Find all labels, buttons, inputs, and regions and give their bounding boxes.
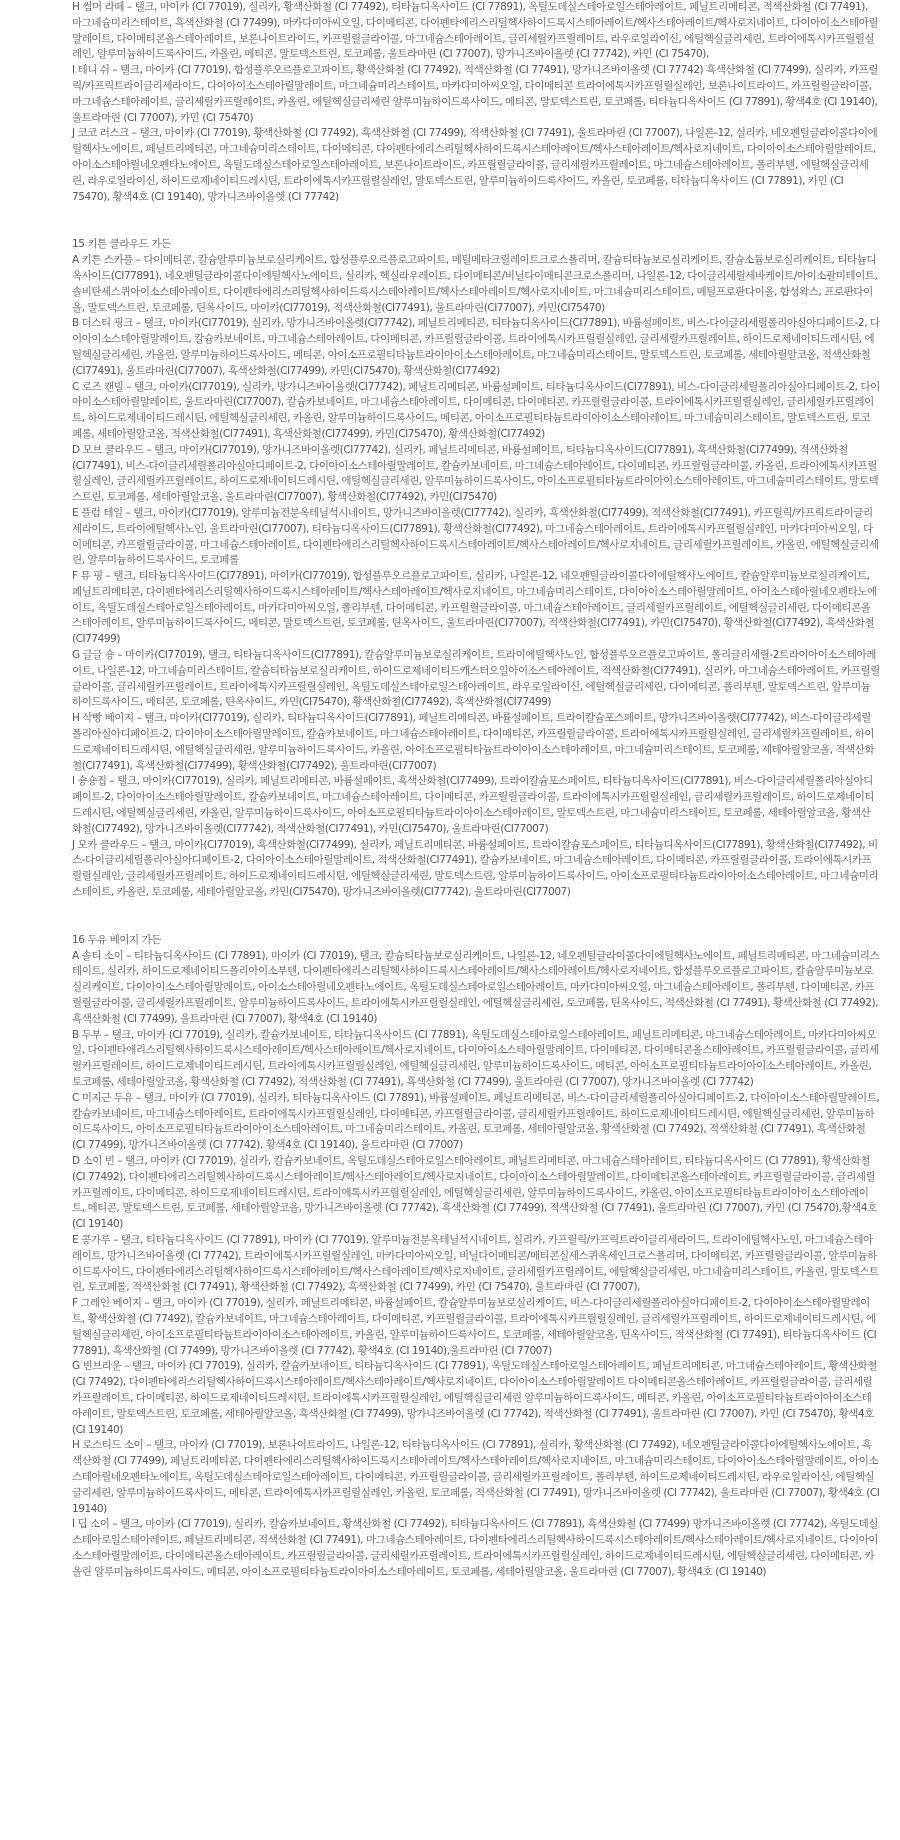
ingredient-entry: C 로즈 캔빌 – 탤크, 마이카(CI77019), 실리카, 망가니즈바이올렛(CI77742), 페닐트리메티콘, 바륨설페이트, 티타늄디옥사이드(CI77891), 비스-다이글리세릴폴리아실아디페이트-2, 다이아이소스테아릴말레이트, 울트라마린(CI77007), 칼슘카보네이트, 마그네슘스테아레이트, 다이메티콘, 다이메티콘, 카프릴릴글라이콜, 트라이에톡시카프릴릴실레인, 글리세릴카프릴레이트, 하이드로제네이티드레시틴, 에틸헥실글리세린, 카올린, 알루미늄하이드록사이드, 메티콘, 아이소프로필티타늄트라이아이소스테아레이트, 마그네슘미리스테이트, 말토덱스트린, 토코페롤, 세테아릴알코올, 적색산화철(CI77491), 흑색산화철(CI77499), 카민(CI75470), 황색산화철(CI77492) [72,380,880,440]
section-spacer [72,901,880,933]
ingredient-block-continued [72,0,880,205]
ingredient-entry: I 딥 소이 – 탤크, 마이카 (CI 77019), 실리카, 칼슘카보네이트, 황색산화철 (CI 77492), 티타늄디옥사이드 (CI 77891), 흑색산화철 (CI 77499) 망가니즈바이올렛 (CI 77742), 옥틸도데실스테아로일스테아레이트, 페닐트리메티콘, 적색산화철 (CI 77491), 마그네슘스테아레이트, 다이펜타에리스리틸헥사하이드록시스테아레이트/헥사스테아레이트/헥사로지네이트, 다이아이소스테아릴말레이트, 다이메티콘올스테아레이트, 카프릴릴글라이콜, 글리세릴카프릴레이트, 트라이에톡시카프릴릴실레인, 하이드로제네이티드레시틴, 에틸헥실글리세린, 다이메티콘, 카올린 알루미늄하이드록사이드, 메티콘, 아이소프로필티타늄트라이아이소스테아레이트, 토코페롤, 세테아릴알코올, 울트라마린 (CI 77007), 황색4호 (CI 19140) [72,1518,879,1578]
ingredient-entry: G 글글 숑 – 마이카(CI77019), 탤크, 티타늄디옥사이드(CI77891), 칼슘알루미늄보로실리케이트, 트라이에틸헥사노인, 합성플루오르플로고파이트, 폴리글리세릴-2트라이아이소스테아레이트, 나일론-12, 마그네슘미리스테이트, 칼슘티타늄보로실리케이트, 하이드로제네이티드캐스터오일아이소스테아레이트, 적색산화철(CI77491), 실리카, 마그네슘스테아레이트, 카프릴릴글라이콜, 글리세릴카프릴레이트, 트라이에톡시카프릴릴실레인, 옥틸도데실스테아로일스테아레이트, 라우로일라이신, 에틸헥실글리세린, 다이메티콘, 폴리부텐, 말토덱스트린, 알루미늄하이드록사이드, 메티콘, 토코페롤, 틴옥사이드, 카민(CI75470), 황색산화철(CI77492), 흑색산화철(CI77499) [72,649,880,709]
ingredient-entry: D 모브 클라우드 – 탤크, 마이카(CI77019), 망가니즈바이올렛(CI77742), 실리카, 페닐트리메티콘, 바륨설페이트, 티타늄디옥사이드(CI77891), 흑색산화철(CI77499), 적색산화철(CI77491), 비스-다이글리세릴폴리아실아디페이트-2, 다이아이소스테아릴말레이트, 칼슘카보네이트, 마그네슘스테아레이트, 다이메티콘, 카프릴릴글라이콜, 카올린, 트라이에톡시카프릴릴실레인, 글리세릴카프릴레이트, 하이드로제네이티드레시틴, 에틸헥실글리세린, 알루미늄하이드록사이드, 아이소프로필티타늄트라이아이소스테아레이트, 마그네슘미리스테이트, 말토덱스트린, 토코페롤, 세테아릴알코올, 울트라마린(CI77007), 황색산화철(CI77492), 카민(CI75470) [72,443,879,504]
ingredient-entry: H 로스티드 소이 – 탤크, 마이카 (CI 77019), 보론나이트라이드, 나일론-12, 티타늄디옥사이드 (CI 77891), 실리카, 황색산화철 (CI 77492), 네오펜틸글라이콜다이에틸헥사노에이트, 흑색산화철 (CI 77499), 페닐트리메티콘, 다이펜타에리스리틸헥사하이드록시스테아레이트/헥사스테아레이트/헥사로지네이트, 마그네슘미리스테이트, 다이아이소스테아릴말레이트, 아이소스테아릴네오펜타노에이트, 옥틸도데실스테아로일스테아레이트, 다이메티콘, 카프릴릴글라이콜, 글리세릴카프릴레이트, 폴리부텐, 하이드로제네이티드레시틴, 라우로일라이신, 에틸헥실글리세린, 알루미늄하이드록사이드, 메티콘, 트라이에톡시카프릴릴실레인, 카올린, 토코페롤, 적색산화철 (CI 77491), 망가니즈바이올렛 (CI 77742), 울트라마린 (CI 77007), 황색4호 (CI 19140) [72,1439,880,1515]
section-title: 16 두유 베이지 가든 [72,933,161,946]
section-15-kitten-cloud-garden [72,237,880,900]
section-16-soymilk-beige-garden [72,933,880,1581]
ingredient-entry: E 플럼 테일 – 탤크, 마이카(CI77019), 알루미늄전분옥테닐석시네이트, 망가니즈바이올렛(CI77742), 실리카, 흑색산화철(CI77499), 적색산화철(CI77491), 카프릴릭/카프릭트라이글리세라이드, 트라이에틸헥사노인, 울트라마린(CI77007), 티타늄디옥사이드(CI77891), 황색산화철(CI77492), 마그네슘스테아레이트, 트라이에톡시카프릴릴실레인, 마카다미아씨오일, 다이메티콘, 카프릴릴글라이콜, 마그네슘스테아레이트, 다이펜타에리스리틸헥사하이드록시스테아레이트/헥사스테아레이트/헥사로지네이트, 글리세릴카프릴레이트, 카올린, 에틸헥실글리세린, 알루미늄하이드록사이드, 토코페롤 [72,506,879,567]
ingredient-entry: A 키튼 스카플 – 다이메티콘, 칼슘알루미늄보로실리케이트, 합성플루오르플로고파이트, 메틸메타크릴레이트크로스폴리머, 칼슘티타늄보로실리케이트, 칼슘소듐보로실리케이트, 티타늄디옥사이드(CI77891), 네오펜틸글라이콜다이에틸헥사노에이트, 실리카, 헥실라우레이트, 다이메티콘/비닐다이메티콘크로스폴리머, 나일론-12, 다이글리세릴세바케이트/아이소팔미테이트, 솔비탄세스퀴아이소스테아레이트, 다이펜타에리스리틸헥사하이드록시스테아레이트/헥사스테아레이트/헥사로지네이트, 마그네슘미리스테이트, 메틸프로판다이올, 합성왁스, 프로판다이올, 말토덱스트린, 토코페롤, 틴옥사이드, 마이카(CI77019), 적색산화철(CI77491), 울트라마린(CI77007), 카민(CI75470) [72,254,878,314]
ingredient-entry: G 빈브라운 – 탤크, 마이카 (CI 77019), 실리카, 칼슘카보네이트, 티타늄디옥사이드 (CI 77891), 옥틸도데실스테아로일스테아레이트, 페닐트리메티콘, 마그네슘스테아레이트, 황색산화철 (CI 77492), 다이펜타에리스리틸헥사하이드록시스테아레이트/헥사스테아레이트/헥사로지네이트, 다이아이소스테아릴말레이트 다이메티콘올스테아레이트, 카프릴릴글라이콜, 글리세릴카프릴레이트, 다이메티콘, 하이드로제네이티드레시틴, 트라이에톡시카프릴릴실레인, 에틸헥실글리세린 알루미늄하이드록사이드, 메티콘, 카올린, 아이소프로필티타늄트라이아이소스테아레이트, 말토덱스트린, 토코페롤, 세테아릴알코올, 흑색산화철 (CI 77499), 망가니즈바이올렛 (CI 77742), 적색산화철 (CI 77491), 울트라마린 (CI 77007), 카민 (CI 75470), 황색4호 (CI 19140) [72,1360,877,1436]
ingredient-entry-i-tenny-shee: I 테니 쉬 – 탤크, 마이카 (CI 77019), 합성플루오르플로고파이트, 황색산화철 (CI 77492), 적색산화철 (CI 77491), 망가니즈바이올렛 (CI 77742) 흑색산화철 (CI 77499), 실리카, 카프릴릭/카프릭트라이글리세라이드, 다이아이소스테아릴말레이트, 마그네슘미리스테이트, 마카다미아씨오일, 다이메티콘 트라이에톡시카프릴릴실레인, 보론나이트라이드, 카프릴릴글라이콜, 마그네슘스테아레이트, 글리세릴카프릴레이트, 카올린, 에틸헥실글리세린 알루미늄하이드록사이드, 메티콘, 말토덱스트린, 토코페롤, 티타늄디옥사이드 (CI 77891), 황색4호 (CI 19140), 울트라마린 (CI 77007), 카민 (CI 75470) [72,64,879,124]
ingredient-entry: H 삭빵 베이지 – 탤크, 마이카(CI77019), 실리카, 티타늄디옥사이드(CI77891), 페닐트리메티콘, 바륨설페이트, 트라이칼슘포스페이트, 망가니즈바이올렛(CI77742), 비스-다이글리세릴폴리아실아디페이트-2, 다이아이소스테아릴말레이트, 칼슘카보네이트, 마그네슘스테아레이트, 다이메티콘, 카프릴릴글라이콜, 트라이에톡시카프릴릴실레인, 글리세릴카프릴레이트, 하이드로제네이티드레시틴, 에틸헥실글리세린, 알루미늄하이드록사이드, 카올린, 아이소프로필티타늄트라이아이소스테아레이트, 마그네슘미리스테이트, 토코페롤, 세테아릴알코올, 적색산화철(CI77491), 흑색산화철(CI77499), 황색산화철(CI77492), 울트라마린(CI77007) [72,712,875,772]
ingredient-entry: F 그레인 베이지 – 탤크, 마이카 (CI 77019), 실리카, 페닐트리메티콘, 바륨설페이트, 칼슘알루미늄보로실리케이트, 비스-다이글리세릴폴리아실아디페이트-2, 다이아이소스테아릴말레이트, 황색산화철 (CI 77492), 칼슘카보네이트, 마그네슘스테아레이트, 다이메티콘, 카프릴릴글라이콜, 트라이에톡시카프릴릴실레인, 글리세릴카프릴레이트, 하이드로제네이티드레시틴, 에틸헥실글리세린, 아이소프로필티타늄트라이아이소스테아레이트, 카올린, 알루미늄하이드록사이드, 토코페롤, 세테아릴알코올, 틴옥사이드, 적색산화철 (CI 77491), 티타늄디옥사이드 (CI 77891), 흑색산화철 (CI 77499), 망가니즈바이올렛 (CI 77742), 황색4호 (CI 19140),울트라마린 (CI 77007) [72,1297,877,1357]
ingredient-entry-j-coco-rusk: J 코코 러스크 – 탤크, 마이카 (CI 77019), 황색산화철 (CI 77492), 흑색산화철 (CI 77499), 적색산화철 (CI 77491), 울트라마린 (CI 77007), 나일론-12, 실리카, 네오펜틸글라이콜다이에틸헥사노에이트, 페닐트리메티콘, 마그네슘미리스테이트, 다이메티콘, 다이펜타에리스리틸헥사하이드록시스테아레이트/헥사스테아레이트/헥사로지네이트, 다이아이소스테아릴말레이트, 아이소스테아릴네오펜타노에이트, 옥틸도데실스테아로일스테아레이트, 보론나이트라이드, 카프릴릴글라이콜, 글리세릴카프릴레이트, 마그네슘스테아레이트, 폴리부텐, 에틸헥실글리세린, 라우로일라이신, 하이드로제네이티드레시틴, 트라이에톡시카프릴릴실레인, 말토덱스트린, 알루미늄하이드록사이드, 카올린, 토코페롤, 티타늄디옥사이드 (CI 77891), 카민 (CI 75470), 황색4호 (CI 19140), 망가니즈바이올렛 (CI 77742) [72,127,878,203]
ingredient-entry: A 솔티 소이 – 티타늄디옥사이드 (CI 77891), 마이카 (CI 77019), 탤크, 칼슘티타늄보로실리케이트, 나일론-12, 네오펜틸글라이콜다이에틸헥사노에이트, 페닐트리메티콘, 마그네슘미리스테이트, 실리카, 하이드로제네이티드폴리아이소부텐, 다이펜타에리스리틸헥사하이드록시스테아레이트/헥사스테아레이트/헥사로지네이트, 합성플루오르플로고파이트, 칼슘알루미늄보로실리케이트, 다이아이소스테아릴말레이트, 아이소스테아릴네오펜타노에이트, 옥틸도데실스테아로일스테아레이트, 마카다미아씨오일, 마그네슘스테아레이트, 폴리부텐, 다이메티콘, 카프릴릴글라이콜, 글리세릴카프릴레이트, 알루미늄하이드록사이드, 트라이에톡시카프릴릴실레인, 에틸헥실글리세린, 토코페롤, 틴옥사이드, 적색산화철 (CI 77491), 황색산화철 (CI 77492), 흑색산화철 (CI 77499), 울트라마린 (CI 77007), 황색4호 (CI 19140) [72,949,880,1025]
ingredient-entry: I 숑숑집 – 탤크, 마이카(CI77019), 실리카, 페닐트리메티콘, 바륨설페이트, 흑색산화철(CI77499), 트라이칼슘포스페이트, 티타늄디옥사이드(CI77891), 비스-다이글리세릴폴리아실아디페이트-2, 다이아이소스테아릴말레이트, 칼슘카보네이트, 마그네슘스테아레이트, 다이메티콘, 카프릴릴글라이콜, 트라이에톡시카프릴릴실레인, 글리세릴카프릴레이트, 하이드로제네이티드레시틴, 에틸헥실글리세린, 카올린, 알루미늄하이드록사이드, 아이소프로필티타늄트라이아이소스테아레이트, 말토덱스트린, 마그네슘미리스테이트, 토코페롤, 세테아릴알코올, 황색산화철(CI77492), 망가니즈바이올렛(CI77742), 적색산화철(CI77491), 카민(CI75470), 울트라마린(CI77007) [72,775,875,835]
ingredient-entry: B 두부 – 탤크, 마이카 (CI 77019), 실리카, 칼슘카보네이트, 티타늄디옥사이드 (CI 77891), 옥틸도데실스테아로일스테아레이트, 페닐트리메티콘, 마그네슘스테아레이트, 마카다미아씨오일, 다이펜타에리스리틸헥사하이드록시스테아레이트/헥사스테아레이트/헥사로지네이트, 다이아이소스테아릴말레이트, 다이메티콘, 다이메티콘올스테아레이트, 카프릴릴글라이콜, 글리세릴카프릴레이트, 하이드로제네이티드레시틴, 트라이에톡시카프릴릴실레인, 에틸헥실글리세린, 알루미늄하이드록사이드, 메티콘, 아이소프로필티타늄트라이아이소스테아레이트, 카올린, 토코페롤, 세테아릴알코올, 황색산화철 (CI 77492), 적색산화철 (CI 77491), 흑색산화철 (CI 77499), 울트라마린 (CI 77007), 망가니즈바이올렛 (CI 77742) [72,1028,879,1088]
ingredient-entry: C 미지근 두유 – 탤크, 마이카 (CI 77019), 실리카, 티타늄디옥사이드 (CI 77891), 바륨설페이트, 페닐트리메티콘, 비스-다이글리세릴폴리아실아디페이트-2, 다이아이소스테아릴말레이트, 칼슘카보네이트, 마그네슘스테아레이트, 트라이에톡시카프릴릴실레인, 다이메티콘, 카프릴릴글라이콜, 글리세릴카프릴레이트, 하이드로제네이티드레시틴, 에틸헥실글리세린, 알루미늄하이드록사이드, 아이소프로필티타늄트라이아이소스테아레이트, 마그네슘미리스테이트, 카올린, 토코페롤, 세테아릴알코올, 황색산화철 (CI 77492), 적색산화철 (CI 77491), 흑색산화철 (CI 77499), 망가니즈바이올렛 (CI 77742), 황색4호 (CI 19140), 울트라마린 (CI 77007) [72,1091,880,1152]
ingredient-entry: B 더스티 핑크 – 탤크, 마이카(CI77019), 실리카, 망가니즈바이올렛(CI77742), 페닐트리메티콘, 티타늄디옥사이드(CI77891), 바륨설페이트, 비스-다이글리세릴폴리아실아디페이트-2, 다이아이소스테아릴말레이트, 칼슘카보네이트, 마그네슘스테아레이트, 다이메티콘, 카프릴릴글라이콜, 트라이에톡시카프릴릴실레인, 글리세릴카프릴레이트, 하이드로제네이티드레시틴, 에틸헥실글리세린, 카올린, 알루미늄하이드록사이드, 메티콘, 아이소프로필티타늄트라이아이소스테아레이트, 마그네슘미리스테이트, 말토덱스트린, 토코페롤, 세테아릴알코올, 적색산화철(CI77491), 울트라마린(CI77007), 흑색산화철(CI77499), 카민(CI75470), 황색산화철(CI77492) [72,317,880,377]
ingredient-entry-h-summer-latte: H 썸머 라떼 – 탤크, 마이카 (CI 77019), 실리카, 황색산화철 (CI 77492), 티타늄디옥사이드 (CI 77891), 옥틸도데실스테아로일스테아레이트, 페닐트리메티콘, 적색산화철 (CI 77491), 마그네슘미리스테이트, 흑색산화철 (CI 77499), 마카다미아씨오일, 다이메티콘, 다이펜타에리스리틸헥사하이드록시스테아레이트/헥사스테아레이트/헥사로지네이트, 다이아이소스테아릴말레이트, 다이메티콘올스테아레이트, 보론나이트라이드, 카프릴릴글라이콜, 마그네슘스테아레이트, 글리세릴카프릴레이트, 라우로일라이신, 에틸헥실글리세린, 트라이에톡시카프릴릴실레인, 알루미늄하이드록사이드, 카올린, 메티콘, 말토덱스트린, 토코페롤, 울트라마린 (CI 77007), 망가니즈바이올렛 (CI 77742), 카민 (CI 75470), [72,1,879,61]
ingredient-entry: D 소이 빈 – 탤크, 마이카 (CI 77019), 실리카, 칼슘카보네이트, 옥틸도데실스테아로일스테아레이트, 페닐트리메티콘, 마그네슘스테아레이트, 티타늄디옥사이드 (CI 77891), 황색산화철 (CI 77492), 다이펜타에리스리틸헥사하이드록시스테아레이트/헥사스테아레이트/헥사로지네이트, 다이아이소스테아릴말레이트, 다이메티콘올스테아레이트, 카프릴릴글라이콜, 글리세릴카프릴레이트, 다이메티콘, 하이드로제네이티드레시틴, 트라이에톡시카프릴릴실레인, 에틸헥실글리세린, 알루미늄하이드록사이드, 카올린, 아이소프로필티타늄트라이아이소스테아레이트, 메티콘, 말토덱스트린, 토코페롤, 세테아릴알코올, 망가니즈바이올렛 (CI 77742), 흑색산화철 (CI 77499), 적색산화철 (CI 77491), 울트라마린 (CI 77007), 카민 (CI 75470),황색4호 (CI 19140) [72,1154,877,1231]
section-spacer [72,205,880,237]
ingredient-entry: E 콩가루 – 탤크, 티타늄디옥사이드 (CI 77891), 마이카 (CI 77019), 알루미늄전분옥테닐석시네이트, 실리카, 카프릴릭/카프릭트라이글리세라이드, 트라이에틸헥사노인, 마그네슘스테아레이트, 망가니즈바이올렛 (CI 77742), 트라이에톡시카프릴릴실레인, 마카다미아씨오일, 비닐다이메티콘/메티콘실세스퀴옥세인크로스폴리머, 다이메티콘, 카프릴릴글라이콜, 알루미늄하이드록사이드, 다이펜타에리스리틸헥사하이드록시스테아레이트/헥사스테아레이트/헥사로지네이트, 글리세릴카프릴레이트, 에틸헥실글리세린, 마그네슘미리스테이트, 카올린, 말토덱스트린, 토코페롤, 적색산화철 (CI 77491), 황색산화철 (CI 77492), 흑색산화철 (CI 77499), 카민 (CI 75470), 울트라마린 (CI 77007), [72,1233,879,1294]
ingredient-entry: J 모카 클라우드 – 탤크, 마이카(CI77019), 흑색산화철(CI77499), 실리카, 페닐트리메티콘, 바륨설페이트, 트라이칼슘포스페이트, 티타늄디옥사이드(CI77891), 황색산화철(CI77492), 비스-다이글리세릴폴리아실아디페이트-2, 다이아이소스테아릴말레이트, 적색산화철(CI77491), 칼슘카보네이트, 마그네슘스테아레이트, 다이메티콘, 카프릴릴글라이콜, 트라이에톡시카프릴릴실레인, 글리세릴카프릴레이트, 하이드로제네이티드레시틴, 에틸헥실글리세린, 말토덱스트린, 알루미늄하이드록사이드, 아이소프로필티타늄트라이아이소스테아레이트, 마그네슘미리스테이트, 카올린, 토코페롤, 세테아릴알코올, 카민(CI75470), 망가니즈바이올렛(CI77742), 울트라마린(CI77007) [72,838,879,899]
section-title: 15 키튼 클라우드 가든 [72,238,171,251]
ingredient-entry: F 뮤 핑 – 탤크, 티타늄디옥사이드(CI77891), 마이카(CI77019), 합성플루오르플로고파이트, 실리카, 나일론-12, 네오펜틸글라이콜다이에틸헥사노에이트, 칼슘알루미늄보로실리케이트, 페닐트리메티콘, 다이펜타에리스리틸헥사하이드록시스테아레이트/헥사스테아레이트/헥사로지네이트, 마그네슘미리스테이트, 다이아이소스테아릴말레이트, 아이소스테아릴네오펜타노에이트, 옥틸도데실스테아로일스테아레이트, 마카다미아씨오일, 폴리부텐, 다이메티콘, 카프릴릴글라이콜, 마그네슘스테아레이트, 글리세릴카프릴레이트, 에틸헥실글리세린, 다이메티콘올스테아레이트, 알루미늄하이드록사이드, 메티콘, 말토덱스트린, 토코페롤, 틴옥사이드, 울트라마린(CI77007), 적색산화철(CI77491), 카민(CI75470), 황색산화철(CI77492), 흑색산화철(CI77499) [72,570,877,646]
